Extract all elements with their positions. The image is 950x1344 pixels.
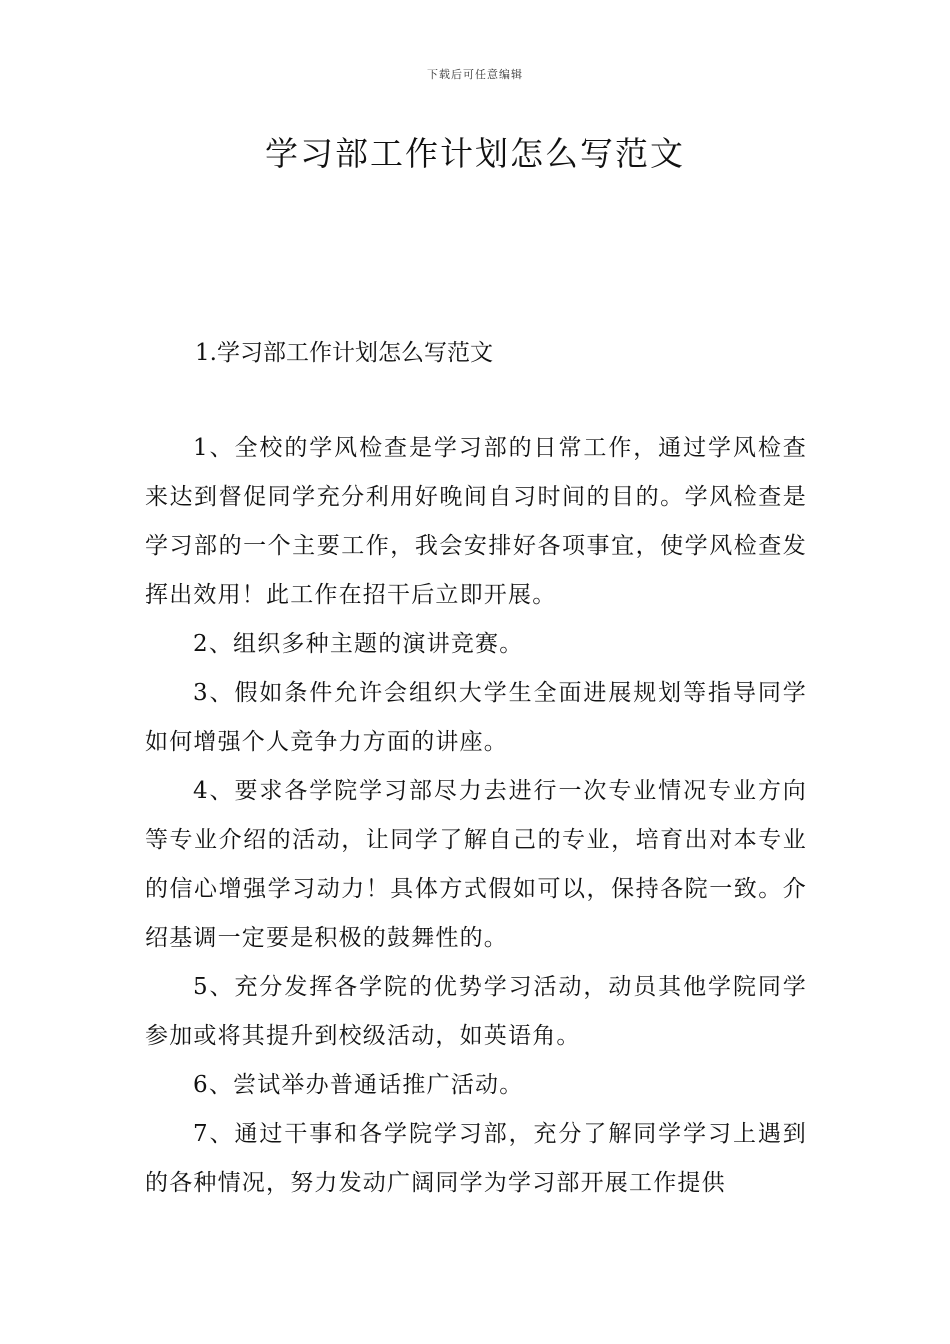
- paragraph-2: 2、组织多种主题的演讲竞赛。: [193, 631, 524, 657]
- paragraph-6: 6、尝试举办普通话推广活动。: [193, 1072, 524, 1098]
- document-body: [145, 424, 807, 1208]
- paragraph-7: 7、通过干事和各学院学习部，充分了解同学学习上遇到的各种情况，努力发动广阔同学为学习部开展工作提供: [145, 1121, 807, 1196]
- paragraph-4: 4、要求各学院学习部尽力去进行一次专业情况专业方向等专业介绍的活动，让同学了解自己的专业，培育出对本专业的信心增强学习动力！具体方式假如可以，保持各院一致。介绍基调一定要是积极的鼓舞性的。: [145, 778, 807, 951]
- paragraph-1: 1、全校的学风检查是学习部的日常工作，通过学风检查来达到督促同学充分利用好晚间自习时间的目的。学风检查是学习部的一个主要工作，我会安排好各项事宜，使学风检查发挥出效用！此工作在招干后立即开展。: [145, 435, 807, 608]
- section-heading: 1.学习部工作计划怎么写范文: [195, 340, 493, 366]
- paragraph-5: 5、充分发挥各学院的优势学习活动，动员其他学院同学参加或将其提升到校级活动，如英语角。: [145, 974, 807, 1049]
- document-title: 学习部工作计划怎么写范文: [265, 134, 685, 173]
- paragraph-3: 3、假如条件允许会组织大学生全面进展规划等指导同学如何增强个人竞争力方面的讲座。: [145, 680, 807, 755]
- header-note: 下载后可任意编辑: [427, 68, 523, 81]
